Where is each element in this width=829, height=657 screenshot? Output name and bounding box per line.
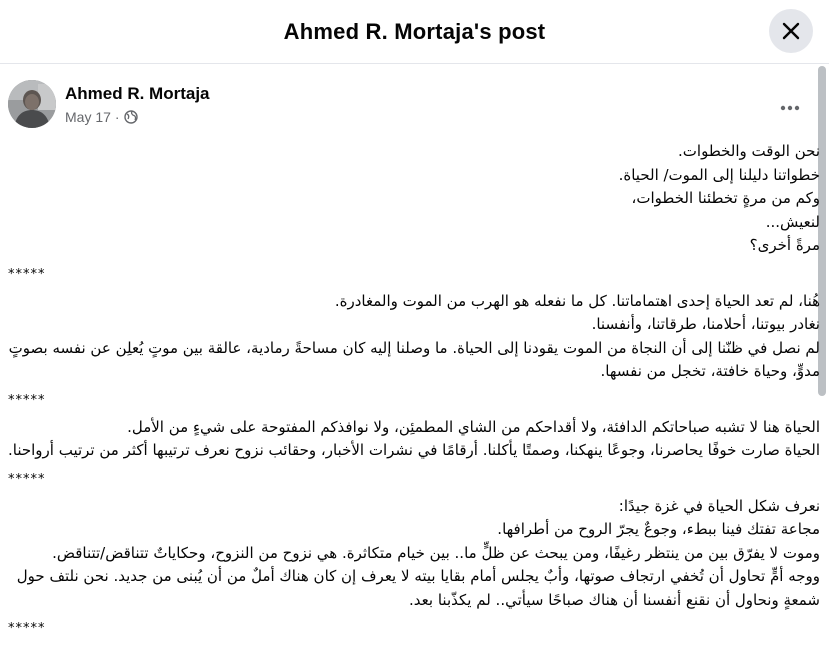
- dialog-title: Ahmed R. Mortaja's post: [283, 18, 546, 44]
- post-meta: [65, 109, 138, 125]
- post-line: وكم من مرةٍ تخطئنا الخطوات،: [631, 189, 820, 207]
- post-line: ووجه أمٍّ تحاول أن تُخفي ارتجاف صوتها، وأبٌ يجلس أمام بقايا بيته لا يعرف إن كان هناك أملٌ من أن يُبنى من جديد. نحن نلتف حول شمعةٍ ونحاول أن نقنع أنفسنا أن هناك صباحًا سيأتي.. لم يكذّبنا بعد.: [16, 567, 820, 609]
- post-line: مرةً أخرى؟: [749, 236, 820, 254]
- meta-separator: ·: [114, 109, 120, 125]
- more-options-button[interactable]: [772, 90, 808, 126]
- post-line: خطواتنا دليلنا إلى الموت/ الحياة.: [618, 165, 820, 184]
- post-date[interactable]: May 17: [65, 109, 111, 125]
- post-line: مجاعة تفتك فينا ببطء، وجوعٌ يجرّ الروح من أطرافها.: [497, 520, 820, 538]
- post-text: [8, 140, 820, 644]
- section-separator: *****: [8, 621, 46, 636]
- post-line: نحن الوقت والخطوات.: [678, 142, 820, 160]
- avatar-photo: [8, 80, 56, 128]
- section-separator: *****: [8, 266, 46, 282]
- close-icon: [782, 22, 800, 40]
- post-line: لنعيش...: [765, 212, 820, 231]
- close-button[interactable]: [769, 9, 813, 53]
- post-line: لم نصل في ظنّنا إلى أن النجاة من الموت يقودنا إلى الحياة. ما وصلنا إليه كان مساحةً رمادية، عالقة بين موتٍ يُعلِن عن نفسه بصوتٍ مدوٍّ، وحياة خافتة، تخجل من نفسها.: [8, 338, 820, 380]
- post-line: الحياة صارت خوفًا يحاصرنا، وجوعًا ينهكنا، وصمتًا يأكلنا. أرقامًا في نشرات الأخبار، وحقائب نزوح نعرف ترتيبها أكثر من ترتيب أرواحنا.: [7, 441, 820, 459]
- author-name[interactable]: Ahmed R. Mortaja: [65, 84, 210, 103]
- post-line: وموت لا يفرّق بين من ينتظر رغيفًا، ومن يبحث عن ظلٍّ ما.. بين خيام متكاثرة. هي نزوح من النزوح، وحكاياتٌ تتناقض/تتناقض.: [52, 543, 820, 562]
- post-line: هُنا، لم تعد الحياة إحدى اهتماماتنا. كل ما نفعله هو الهرب من الموت والمغادرة.: [334, 291, 820, 310]
- post-line: نعرف شكل الحياة في غزة جيدًا:: [618, 496, 820, 515]
- post-line: نغادر بيوتنا، أحلامنا، طرقاتنا، وأنفسنا.: [591, 315, 820, 333]
- post-line: الحياة هنا لا تشبه صباحاتكم الدافئة، ولا أقداحكم من الشاي المطمئِن، ولا نوافذكم المفتوحة على شيءٍ من الأمل.: [127, 417, 820, 436]
- post-dialog-header: [0, 0, 829, 64]
- post-header: [8, 80, 808, 134]
- more-options-icon: [780, 105, 800, 111]
- avatar[interactable]: [8, 80, 56, 128]
- globe-icon[interactable]: [124, 110, 138, 124]
- section-separator: *****: [8, 392, 46, 408]
- section-separator: *****: [8, 471, 46, 487]
